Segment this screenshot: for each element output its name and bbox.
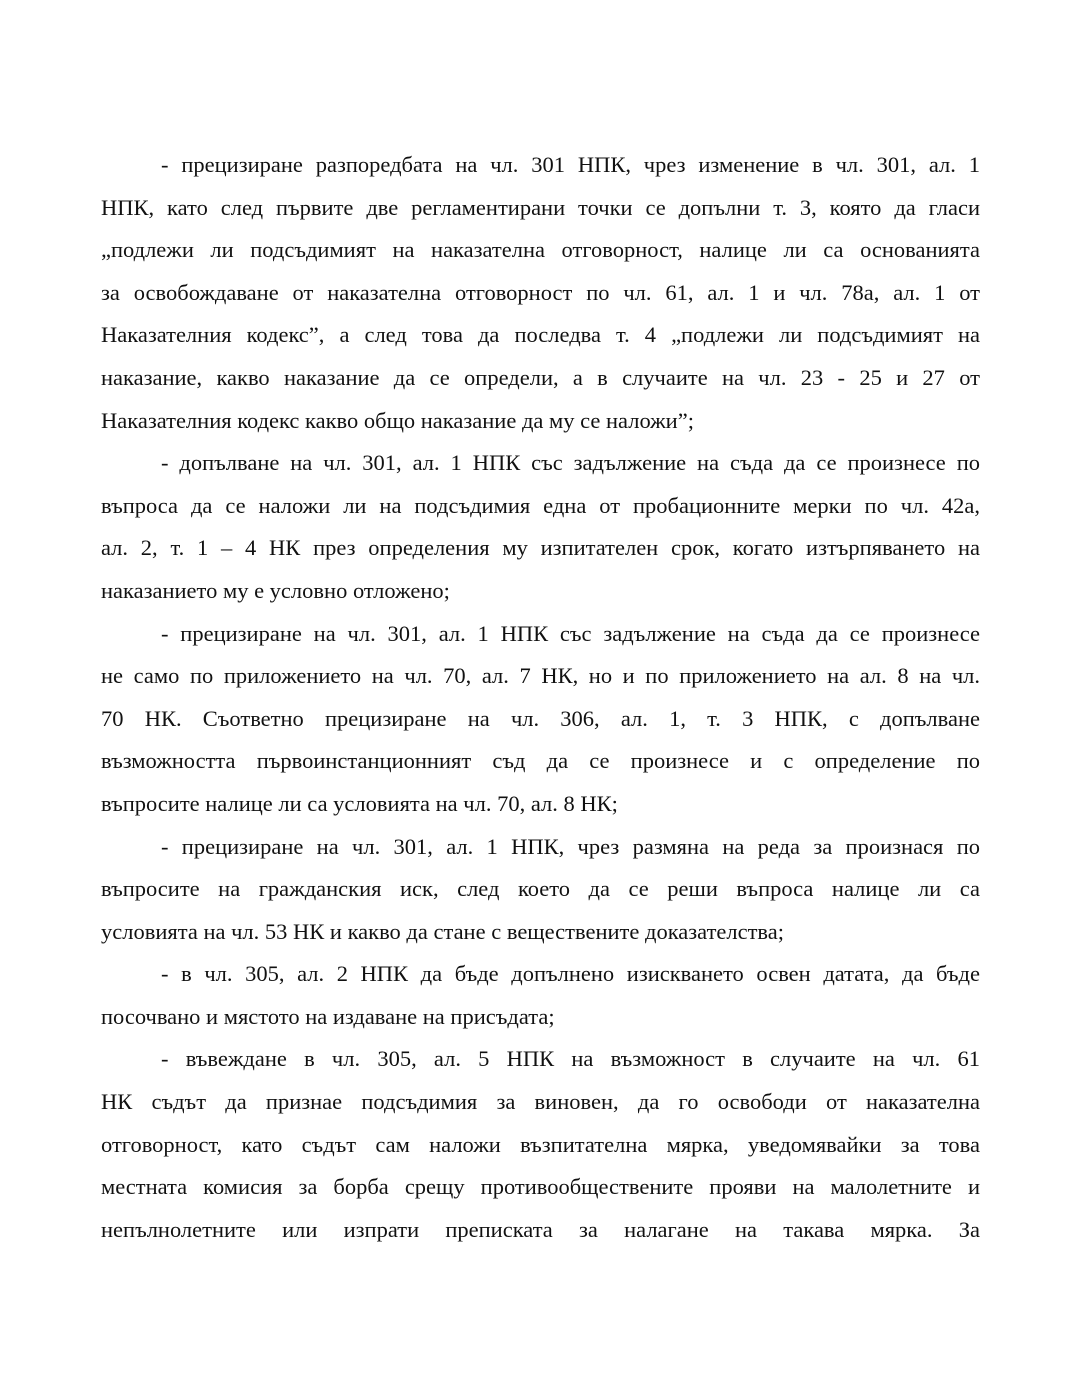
paragraph	[101, 613, 980, 826]
text-line: Наказателния кодекс какво общо наказание да му се наложи”;	[101, 407, 694, 433]
document-page	[101, 144, 980, 1251]
paragraph	[101, 1038, 980, 1251]
text-line: наказание, какво наказание да се определи, а в случаите на чл. 23 - 25 и 27 от	[101, 364, 980, 390]
text-line: местната комисия за борба срещу противообществените прояви на малолетните и	[101, 1174, 980, 1200]
text-line: възможността първоинстанционният съд да се произнесе и с определение по	[101, 748, 980, 774]
paragraph	[101, 826, 980, 954]
text-line: въпросите налице ли са условията на чл. 70, ал. 8 НК;	[101, 790, 618, 816]
text-line: отговорност, като съдът сам наложи възпитателна мярка, уведомявайки за това	[101, 1131, 980, 1157]
text-line: - в чл. 305, ал. 2 НПК да бъде допълнено изискването освен датата, да бъде	[161, 961, 980, 987]
text-line: посочвано и мястото на издаване на присъдата;	[101, 1003, 555, 1029]
text-line: НК съдът да признае подсъдимия за виновен, да го освободи от наказателна	[101, 1089, 980, 1115]
text-line: - прецизиране на чл. 301, ал. 1 НПК, чрез размяна на реда за произнася по	[161, 833, 980, 859]
text-line: ал. 2, т. 1 – 4 НК през определения му изпитателен срок, когато изтърпяването на	[101, 535, 980, 561]
text-line: непълнолетните или изпрати преписката за налагане на такава мярка. За	[101, 1216, 980, 1242]
text-line: „подлежи ли подсъдимият на наказателна отговорност, налице ли са основанията	[101, 237, 980, 263]
text-line: - въвеждане в чл. 305, ал. 5 НПК на възможност в случаите на чл. 61	[161, 1046, 980, 1072]
text-line: - прецизиране на чл. 301, ал. 1 НПК със задължение на съда да се произнесе	[161, 620, 980, 646]
text-line: въпросите на гражданския иск, след което да се реши въпроса налице ли са	[101, 876, 980, 902]
text-line: условията на чл. 53 НК и какво да стане с веществените доказателства;	[101, 918, 784, 944]
text-line: въпроса да се наложи ли на подсъдимия една от пробационните мерки по чл. 42а,	[101, 492, 980, 518]
text-line: за освобождаване от наказателна отговорност по чл. 61, ал. 1 и чл. 78а, ал. 1 от	[101, 279, 980, 305]
text-line: НПК, като след първите две регламентирани точки се допълни т. 3, която да гласи	[101, 194, 980, 220]
text-line: - допълване на чл. 301, ал. 1 НПК със задължение на съда да се произнесе по	[161, 450, 980, 476]
paragraph	[101, 442, 980, 612]
paragraph	[101, 953, 980, 1038]
text-line: наказанието му е условно отложено;	[101, 577, 450, 603]
paragraph	[101, 144, 980, 442]
text-line: 70 НК. Съответно прецизиране на чл. 306, ал. 1, т. 3 НПК, с допълване	[101, 705, 980, 731]
text-line: не само по приложението на чл. 70, ал. 7 НК, но и по приложението на ал. 8 на чл.	[101, 663, 980, 689]
text-line: - прецизиране разпоредбата на чл. 301 НПК, чрез изменение в чл. 301, ал. 1	[161, 152, 980, 177]
text-line: Наказателния кодекс”, а след това да последва т. 4 „подлежи ли подсъдимият на	[101, 322, 980, 348]
